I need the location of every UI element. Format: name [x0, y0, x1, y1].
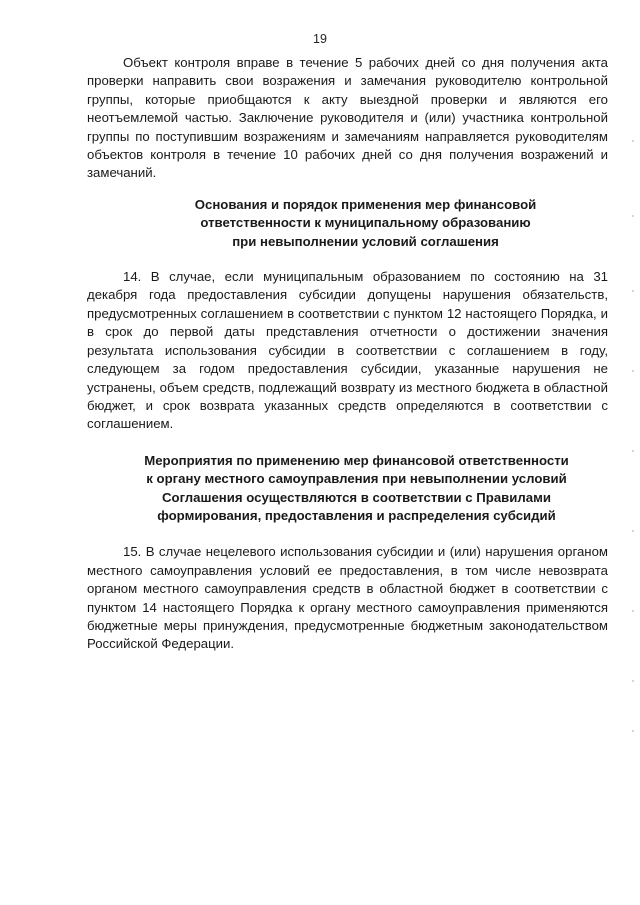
heading-line: Основания и порядок применения мер финансовой — [194, 196, 537, 212]
speck — [632, 370, 634, 372]
speck — [632, 680, 634, 682]
paragraph-15: 15. В случае нецелевого использования субсидии и (или) нарушения органом местного самоуправления условий ее предоставления, в том числе невозврата органом местного самоуправления средств в областной бюджет в соответствии с пунктом 14 настоящего Порядка к органу местного самоуправления применяются бюджетные меры принуждения, предусмотренные бюджетным законодательством Российской Федерации. — [87, 544, 608, 652]
speck — [632, 140, 634, 142]
heading-line: при невыполнении условий соглашения — [232, 233, 499, 249]
speck — [632, 730, 634, 732]
heading-line: Соглашения осуществляются в соответствии с Правилами — [162, 489, 551, 505]
page-number: 19 — [313, 32, 327, 46]
section-heading-financial-responsibility — [87, 196, 608, 251]
heading-line: формирования, предоставления и распределения субсидий — [157, 507, 556, 523]
speck — [632, 450, 634, 452]
heading-line: ответственности к муниципальному образованию — [200, 215, 531, 231]
speck — [632, 290, 634, 292]
speck — [632, 530, 634, 532]
scan-margin-specks — [632, 120, 636, 740]
heading-line: Мероприятия по применению мер финансовой ответственности — [144, 452, 569, 468]
paragraph-14: 14. В случае, если муниципальным образованием по состоянию на 31 декабря года предоставления субсидии допущены нарушения обязательств, предусмотренных соглашением в соответствии с пунктом 12 настоящего Порядка, и в срок до первой даты представления отчетности о достижении значения результата использования субсидии в соответствии с соглашением в году, следующем за годом предоставления субсидии, указанные нарушения не устранены, объем средств, подлежащий возврату из местного бюджета в областной бюджет, и срок возврата указанных средств определяются в соответствии с соглашением. — [87, 269, 608, 432]
section-heading-measures — [87, 452, 608, 526]
speck — [632, 610, 634, 612]
paragraph-objection-rights: Объект контроля вправе в течение 5 рабочих дней со дня получения акта проверки направить свои возражения и замечания руководителю контрольной группы, которые приобщаются к акту выездной проверки и являются его неотъемлемой частью. Заключение руководителя и (или) участника контрольной группы по поступившим возражениям и замечаниям направляется руководителям объектов контроля в течение 10 рабочих дней со дня получения возражений и замечаний. — [87, 55, 608, 181]
document-body — [87, 54, 608, 654]
heading-line: к органу местного самоуправления при невыполнении условий — [146, 471, 567, 487]
speck — [632, 215, 634, 217]
